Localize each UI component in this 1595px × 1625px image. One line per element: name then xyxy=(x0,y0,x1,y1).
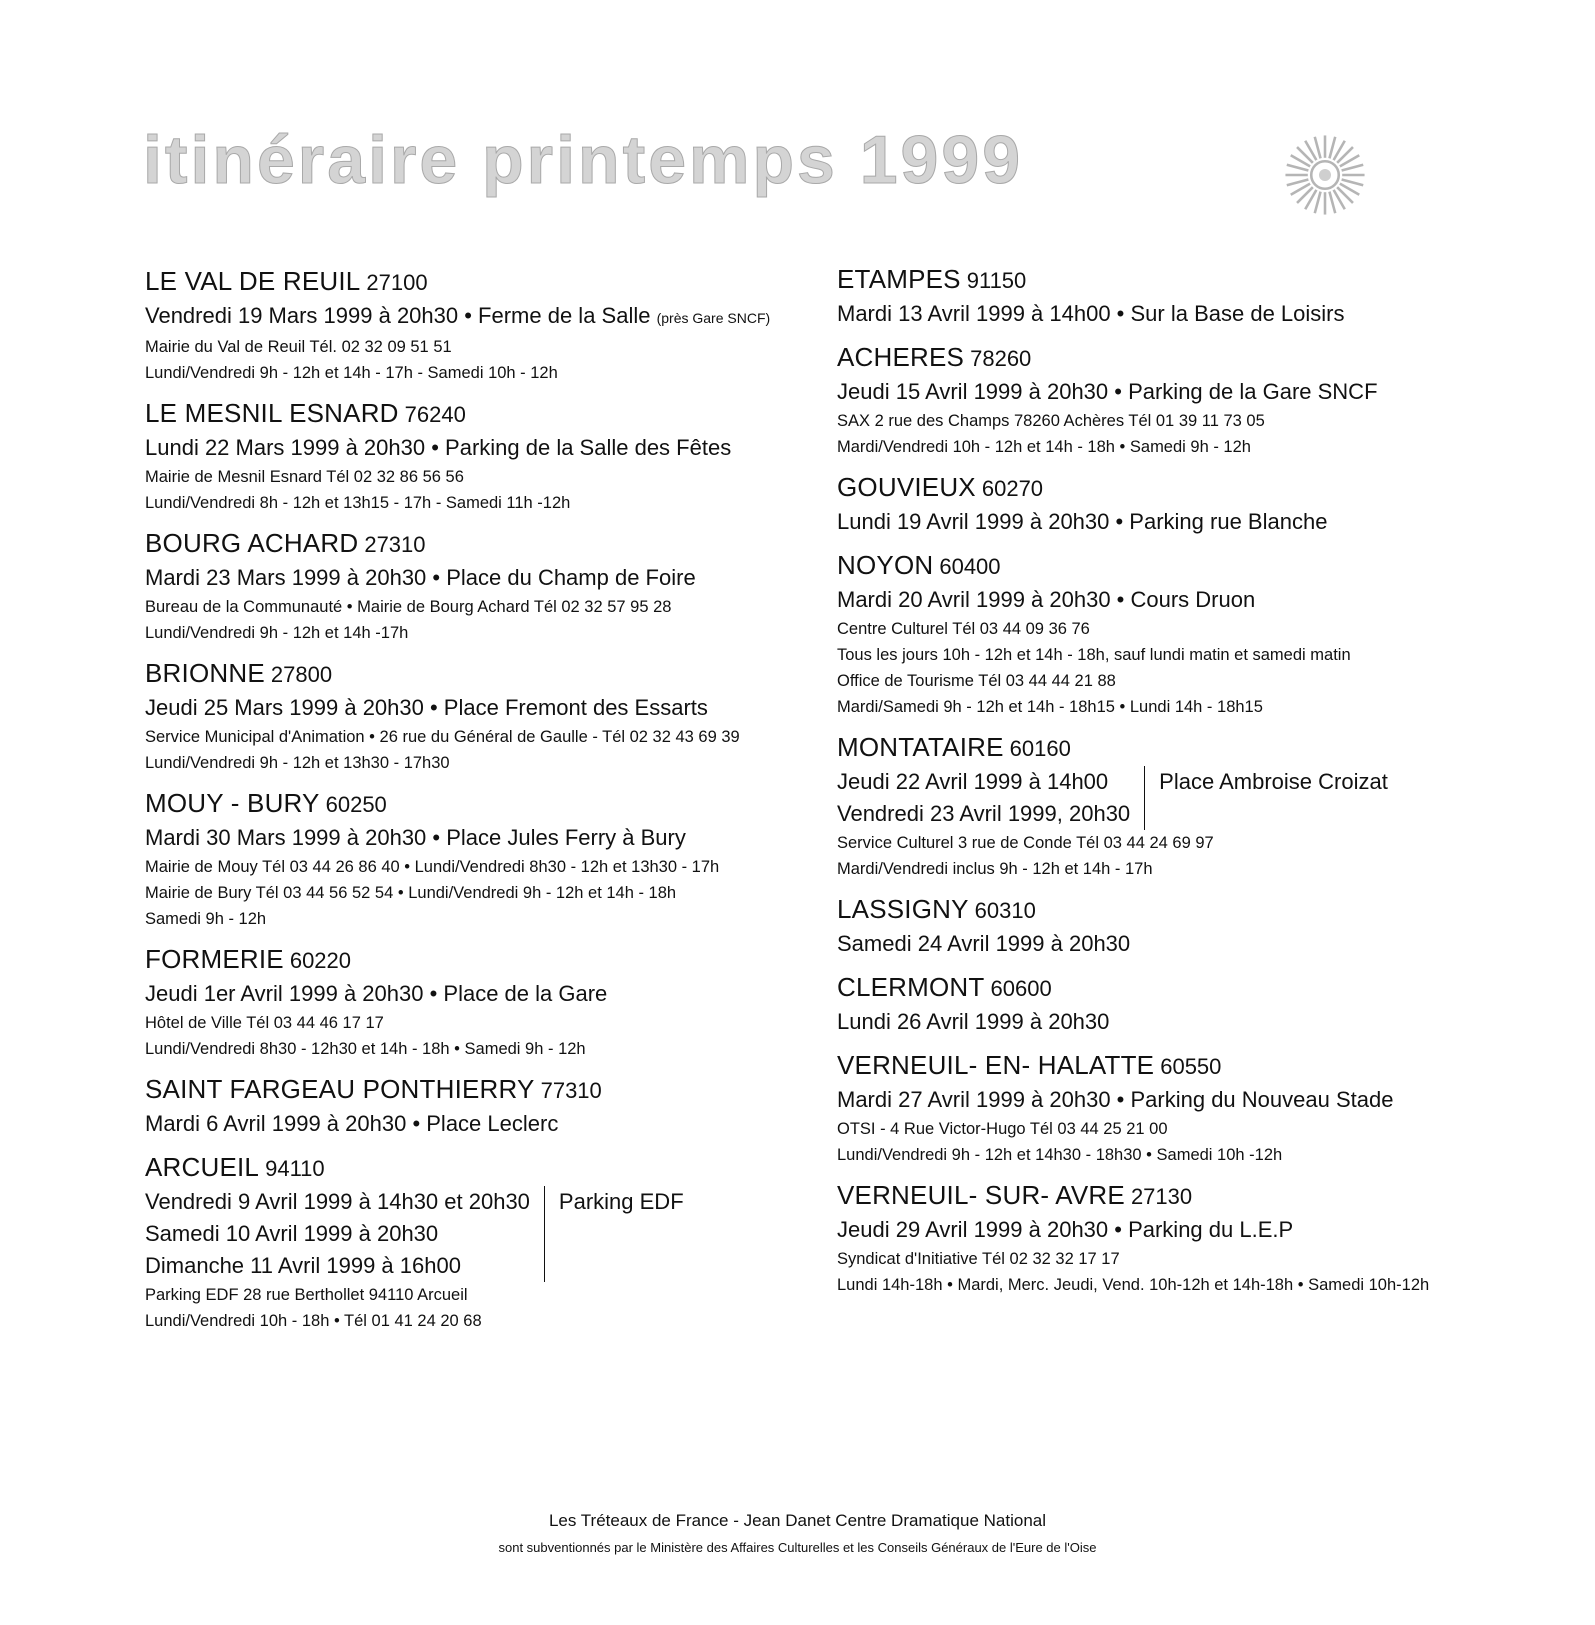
event-date: Jeudi 1er Avril 1999 à 20h30 • Place de la Gare xyxy=(145,981,608,1006)
contact-info: Mairie de Mouy Tél 03 44 26 86 40 • Lundi/Vendredi 8h30 - 12h et 13h30 - 17h xyxy=(145,858,720,876)
city-zip: 27310 xyxy=(364,532,426,557)
event-note: (près Gare SNCF) xyxy=(656,310,771,326)
city-zip: 60160 xyxy=(1009,736,1071,761)
contact-info: Centre Culturel Tél 03 44 09 36 76 xyxy=(837,620,1090,638)
city-name: ETAMPES xyxy=(837,264,961,294)
tour-stop-entry xyxy=(837,470,1577,538)
tour-stop-entry xyxy=(145,786,815,932)
event-date: Jeudi 25 Mars 1999 à 20h30 • Place Fremont des Essarts xyxy=(145,695,708,720)
event-date: Jeudi 15 Avril 1999 à 20h30 • Parking de la Gare SNCF xyxy=(837,379,1378,404)
event-date: Vendredi 23 Avril 1999, 20h30 xyxy=(837,801,1131,826)
event-date: Samedi 10 Avril 1999 à 20h30 xyxy=(145,1221,439,1246)
event-date: Mardi 23 Mars 1999 à 20h30 • Place du Champ de Foire xyxy=(145,565,696,590)
city-name: ACHERES xyxy=(837,342,965,372)
city-name: ARCUEIL xyxy=(145,1152,260,1182)
tour-stop-entry xyxy=(837,892,1577,960)
contact-info: Mairie du Val de Reuil Tél. 02 32 09 51 51 xyxy=(145,338,452,356)
page-title: itinéraire printemps 1999 xyxy=(143,122,1024,198)
left-column xyxy=(145,264,815,1344)
city-zip: 60250 xyxy=(325,792,387,817)
city-zip: 94110 xyxy=(265,1156,325,1181)
city-name: GOUVIEUX xyxy=(837,472,976,502)
event-place: Parking EDF xyxy=(544,1186,684,1282)
contact-info: Tous les jours 10h - 12h et 14h - 18h, sauf lundi matin et samedi matin xyxy=(837,646,1351,664)
event-date: Lundi 26 Avril 1999 à 20h30 xyxy=(837,1009,1110,1034)
city-name: MONTATAIRE xyxy=(837,732,1004,762)
city-zip: 91150 xyxy=(966,268,1027,293)
event-date: Mardi 27 Avril 1999 à 20h30 • Parking du Nouveau Stade xyxy=(837,1087,1394,1112)
event-date: Jeudi 29 Avril 1999 à 20h30 • Parking du L.E.P xyxy=(837,1217,1294,1242)
sun-emblem-icon xyxy=(1282,132,1368,218)
city-zip: 60400 xyxy=(939,554,1001,579)
event-date: Vendredi 19 Mars 1999 à 20h30 • Ferme de la Salle xyxy=(145,303,651,328)
contact-info: Mairie de Bury Tél 03 44 56 52 54 • Lundi/Vendredi 9h - 12h et 14h - 18h xyxy=(145,884,677,902)
contact-info: Lundi/Vendredi 9h - 12h et 14h -17h xyxy=(145,624,409,642)
city-name: LE MESNIL ESNARD xyxy=(145,398,399,428)
contact-info: Lundi/Vendredi 8h - 12h et 13h15 - 17h - Samedi 11h -12h xyxy=(145,494,571,512)
event-date: Dimanche 11 Avril 1999 à 16h00 xyxy=(145,1253,461,1278)
event-date: Mardi 20 Avril 1999 à 20h30 • Cours Druon xyxy=(837,587,1256,612)
event-date: Lundi 22 Mars 1999 à 20h30 • Parking de la Salle des Fêtes xyxy=(145,435,732,460)
contact-info: Lundi/Vendredi 8h30 - 12h30 et 14h - 18h • Samedi 9h - 12h xyxy=(145,1040,586,1058)
city-name: SAINT FARGEAU PONTHIERRY xyxy=(145,1074,535,1104)
contact-info: Mardi/Samedi 9h - 12h et 14h - 18h15 • Lundi 14h - 18h15 xyxy=(837,698,1263,716)
city-name: BOURG ACHARD xyxy=(145,528,359,558)
city-name: CLERMONT xyxy=(837,972,985,1002)
tour-stop-entry xyxy=(145,942,815,1062)
city-zip: 60310 xyxy=(974,898,1036,923)
contact-info: Office de Tourisme Tél 03 44 44 21 88 xyxy=(837,672,1116,690)
contact-info: Samedi 9h - 12h xyxy=(145,910,267,928)
contact-info: Lundi/Vendredi 9h - 12h et 13h30 - 17h30 xyxy=(145,754,450,772)
event-place: Place Ambroise Croizat xyxy=(1144,766,1388,830)
contact-info: Bureau de la Communauté • Mairie de Bourg Achard Tél 02 32 57 95 28 xyxy=(145,598,672,616)
entry-montataire xyxy=(837,730,1577,882)
event-date: Lundi 19 Avril 1999 à 20h30 • Parking rue Blanche xyxy=(837,509,1328,534)
contact-info: Parking EDF 28 rue Berthollet 94110 Arcueil xyxy=(145,1286,468,1304)
opening-hours: Mardi/Vendredi inclus 9h - 12h et 14h - 17h xyxy=(837,860,1153,878)
footer-credit: Les Tréteaux de France - Jean Danet Centre Dramatique National xyxy=(548,1511,1047,1530)
event-date: Vendredi 9 Avril 1999 à 14h30 et 20h30 xyxy=(145,1189,530,1214)
event-date: Mardi 6 Avril 1999 à 20h30 • Place Leclerc xyxy=(145,1111,559,1136)
tour-stop-entry xyxy=(145,264,815,386)
event-date: Mardi 13 Avril 1999 à 14h00 • Sur la Base de Loisirs xyxy=(837,301,1345,326)
footer-subsidy: sont subventionnés par le Ministère des Affaires Culturelles et les Conseils Généraux de l'Eure de l'Oise xyxy=(498,1540,1097,1555)
city-name: LE VAL DE REUIL xyxy=(145,266,361,296)
contact-info: Syndicat d'Initiative Tél 02 32 32 17 17 xyxy=(837,1250,1120,1268)
tour-stop-entry xyxy=(837,340,1577,460)
contact-info: Service Culturel 3 rue de Conde Tél 03 44 24 69 97 xyxy=(837,834,1214,852)
entry-arcueil xyxy=(145,1150,815,1334)
tour-stop-entry xyxy=(145,526,815,646)
tour-stop-entry xyxy=(837,970,1577,1038)
contact-info: Mairie de Mesnil Esnard Tél 02 32 86 56 56 xyxy=(145,468,464,486)
event-date: Samedi 24 Avril 1999 à 20h30 xyxy=(837,931,1131,956)
contact-info: Lundi/Vendredi 9h - 12h et 14h - 17h - Samedi 10h - 12h xyxy=(145,364,558,382)
city-zip: 27800 xyxy=(270,662,333,687)
city-name: NOYON xyxy=(837,550,934,580)
city-name: FORMERIE xyxy=(145,944,284,974)
city-name: VERNEUIL- SUR- AVRE xyxy=(837,1180,1125,1210)
city-zip: 27100 xyxy=(366,270,428,295)
city-zip: 77310 xyxy=(540,1078,602,1103)
city-zip: 60220 xyxy=(289,948,352,973)
contact-info: Lundi 14h-18h • Mardi, Merc. Jeudi, Vend. 10h-12h et 14h-18h • Samedi 10h-12h xyxy=(837,1276,1430,1294)
event-date: Mardi 30 Mars 1999 à 20h30 • Place Jules Ferry à Bury xyxy=(145,825,686,850)
city-name: VERNEUIL- EN- HALATTE xyxy=(837,1050,1155,1080)
opening-hours: Lundi/Vendredi 10h - 18h • Tél 01 41 24 20 68 xyxy=(145,1312,482,1330)
contact-info: SAX 2 rue des Champs 78260 Achères Tél 01 39 11 73 05 xyxy=(837,412,1265,430)
contact-info: Lundi/Vendredi 9h - 12h et 14h30 - 18h30 • Samedi 10h -12h xyxy=(837,1146,1283,1164)
city-zip: 76240 xyxy=(404,402,466,427)
tour-stop-entry xyxy=(837,548,1577,720)
contact-info: Hôtel de Ville Tél 03 44 46 17 17 xyxy=(145,1014,384,1032)
contact-info: Service Municipal d'Animation • 26 rue du Général de Gaulle - Tél 02 32 43 69 39 xyxy=(145,728,740,746)
tour-stop-entry xyxy=(145,1072,815,1140)
tour-stop-entry xyxy=(145,656,815,776)
city-name: BRIONNE xyxy=(145,658,265,688)
city-name: MOUY - BURY xyxy=(145,788,320,818)
city-name: LASSIGNY xyxy=(837,894,969,924)
city-zip: 78260 xyxy=(970,346,1032,371)
tour-stop-entry xyxy=(837,1048,1577,1168)
city-zip: 60600 xyxy=(990,976,1052,1001)
tour-stop-entry xyxy=(145,396,815,516)
contact-info: OTSI - 4 Rue Victor-Hugo Tél 03 44 25 21 00 xyxy=(837,1120,1168,1138)
city-zip: 60550 xyxy=(1160,1054,1222,1079)
tour-stop-entry xyxy=(837,262,1577,330)
contact-info: Mardi/Vendredi 10h - 12h et 14h - 18h • Samedi 9h - 12h xyxy=(837,438,1251,456)
city-zip: 27130 xyxy=(1130,1184,1193,1209)
city-zip: 60270 xyxy=(981,476,1044,501)
right-column xyxy=(837,262,1577,1308)
tour-stop-entry xyxy=(837,1178,1577,1298)
event-date: Jeudi 22 Avril 1999 à 14h00 xyxy=(837,769,1109,794)
